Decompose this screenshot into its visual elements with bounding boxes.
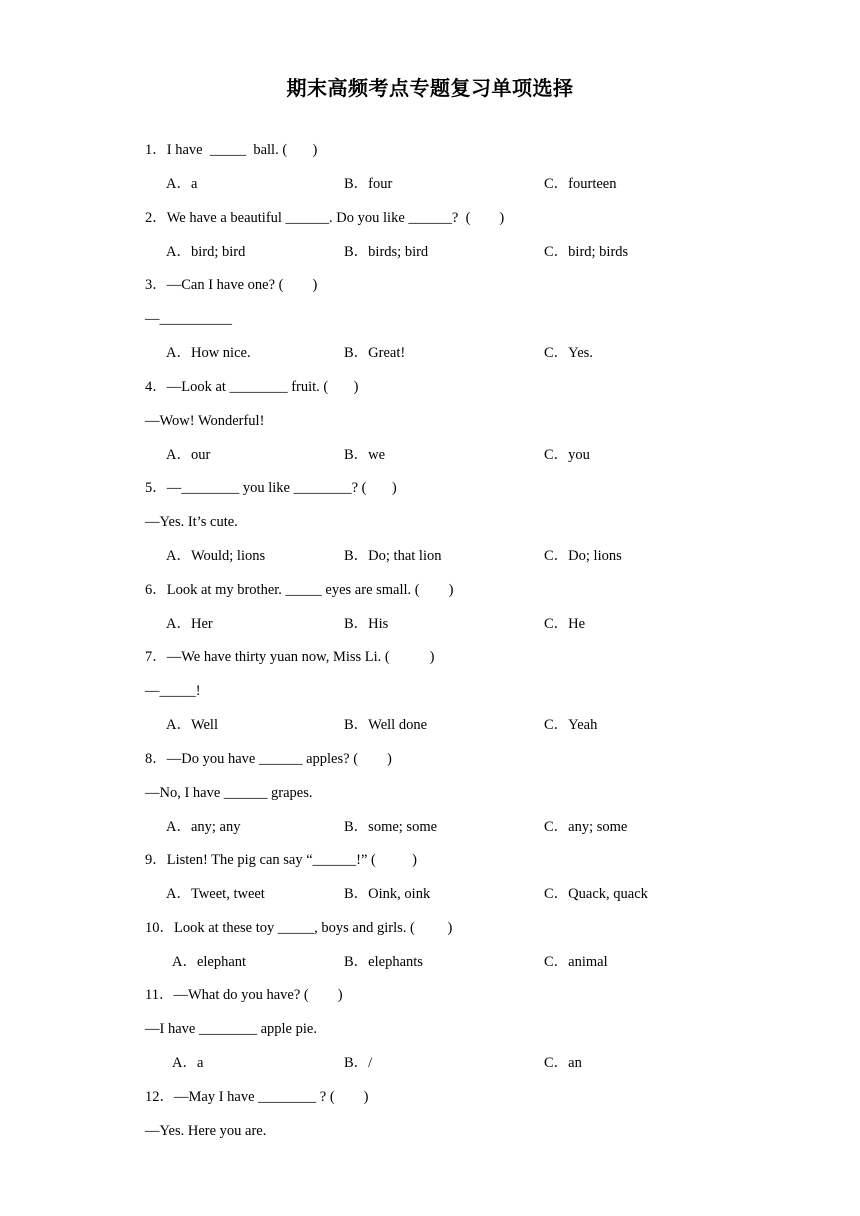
question-2-stem: 2．We have a beautiful ______. Do you like ______? ( ) [145, 210, 505, 226]
question-3-option-c: C．Yes. [544, 345, 593, 361]
question-6-option-c: C．He [544, 616, 586, 632]
question-7-stem: 7．—We have thirty yuan now, Miss Li. ( ) [145, 649, 435, 665]
question-4-option-a: A．our [166, 447, 211, 463]
question-8-stem: 8．—Do you have ______ apples? ( ) [145, 751, 392, 767]
question-9-option-b: B．Oink, oink [344, 886, 431, 902]
question-2-option-c: C．bird; birds [544, 244, 629, 260]
question-10-stem: 10．Look at these toy _____, boys and girls. ( ) [145, 920, 453, 936]
question-4-option-c: C．you [544, 447, 590, 463]
question-6-option-b: B．His [344, 616, 389, 632]
question-5-option-a: A．Would; lions [166, 548, 266, 564]
question-1-option-c: C．fourteen [544, 176, 617, 192]
question-1-option-b: B．four [344, 176, 393, 192]
question-3-stem: 3．—Can I have one? ( ) [145, 277, 318, 293]
question-6-stem: 6．Look at my brother. _____ eyes are small. ( ) [145, 582, 454, 598]
question-11-stem: 11．—What do you have? ( ) [145, 987, 343, 1003]
question-5-stem: 5．—________ you like ________? ( ) [145, 480, 397, 496]
question-12-answer-line: —Yes. Here you are. [145, 1123, 267, 1139]
question-4-stem: 4．—Look at ________ fruit. ( ) [145, 379, 359, 395]
question-10-option-c: C．animal [544, 954, 608, 970]
question-7-option-a: A．Well [166, 717, 218, 733]
question-7-answer-line: —_____! [145, 683, 201, 699]
question-8-option-b: B．some; some [344, 819, 438, 835]
question-1-stem: 1．I have _____ ball. ( ) [145, 142, 318, 158]
question-11-answer-line: —I have ________ apple pie. [145, 1021, 317, 1037]
question-9-stem: 9．Listen! The pig can say “______!” ( ) [145, 852, 417, 868]
question-11-option-b: B．/ [344, 1055, 373, 1071]
question-4-option-b: B．we [344, 447, 386, 463]
question-9-option-c: C．Quack, quack [544, 886, 648, 902]
question-1-option-a: A．a [166, 176, 198, 192]
question-5-option-b: B．Do; that lion [344, 548, 442, 564]
question-8-option-a: A．any; any [166, 819, 241, 835]
question-2-option-b: B．birds; bird [344, 244, 429, 260]
question-3-option-a: A．How nice. [166, 345, 251, 361]
question-6-option-a: A．Her [166, 616, 213, 632]
question-2-option-a: A．bird; bird [166, 244, 246, 260]
question-5-option-c: C．Do; lions [544, 548, 622, 564]
question-4-answer-line: —Wow! Wonderful! [145, 413, 265, 429]
question-3-answer-line: —__________ [145, 311, 232, 327]
question-8-option-c: C．any; some [544, 819, 628, 835]
question-11-option-c: C．an [544, 1055, 582, 1071]
question-10-option-b: B．elephants [344, 954, 423, 970]
question-10-option-a: A．elephant [172, 954, 247, 970]
question-11-option-a: A．a [172, 1055, 204, 1071]
question-12-stem: 12．—May I have ________ ? ( ) [145, 1089, 369, 1105]
question-7-option-b: B．Well done [344, 717, 427, 733]
question-5-answer-line: —Yes. It’s cute. [145, 514, 238, 530]
question-8-answer-line: —No, I have ______ grapes. [145, 785, 313, 801]
question-3-option-b: B．Great! [344, 345, 406, 361]
question-9-option-a: A．Tweet, tweet [166, 886, 265, 902]
question-7-option-c: C．Yeah [544, 717, 598, 733]
page-title: 期末高频考点专题复习单项选择 [286, 76, 574, 100]
